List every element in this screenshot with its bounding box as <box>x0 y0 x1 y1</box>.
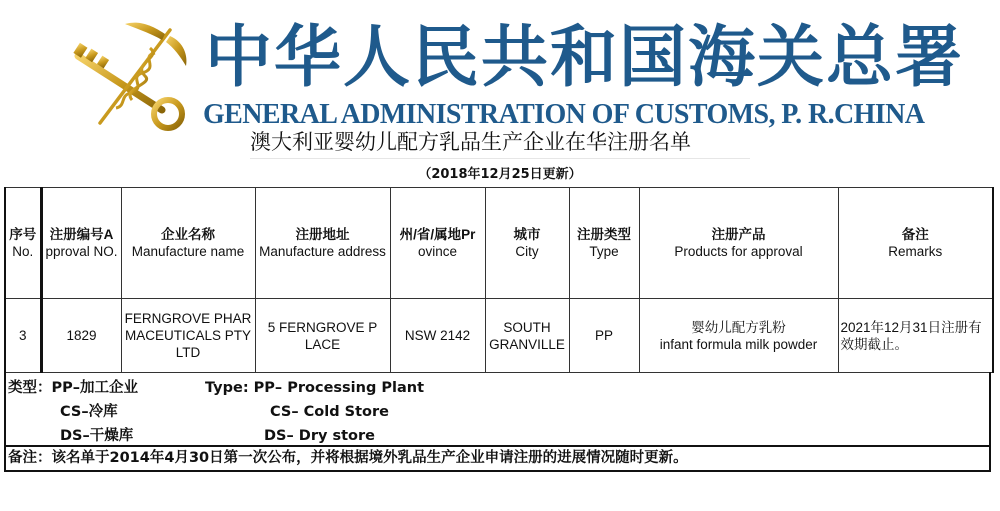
cell-manufacture-name: FERNGROVE PHARMACEUTICALS PTY LTD <box>121 299 255 373</box>
table-header-row <box>5 188 993 299</box>
col-header-no: 序号 No. <box>5 188 41 299</box>
col-header-remarks: 备注 Remarks <box>838 188 993 299</box>
cell-province: NSW 2142 <box>390 299 485 373</box>
footnote: 备注：该名单于2014年4月30日第一次公布，并将根据境外乳品生产企业申请注册的进展情况随时更新。 <box>6 445 989 470</box>
legend-en-pp: Type: PP– Processing Plant <box>205 380 425 396</box>
col-header-approval-no: 注册编号A pproval NO. <box>41 188 121 299</box>
document-title: 澳大利亚婴幼儿配方乳品生产企业在华注册名单 <box>250 130 691 154</box>
legend-cn-pp: 类型：PP–加工企业 <box>8 380 139 396</box>
cell-address: 5 FERNGROVE PLACE <box>255 299 390 373</box>
col-header-products: 注册产品 Products for approval <box>639 188 838 299</box>
title-divider <box>250 158 750 159</box>
col-header-manufacture-name: 企业名称 Manufacture name <box>121 188 255 299</box>
table-row <box>5 299 993 373</box>
legend-cn-cs: CS–冷库 <box>60 404 118 420</box>
type-legend <box>4 372 991 472</box>
product-en: infant formula milk powder <box>659 336 818 352</box>
legend-en-cs: CS– Cold Store <box>270 404 389 420</box>
cell-type: PP <box>569 299 639 373</box>
legend-cn-ds: DS–干燥库 <box>60 428 134 444</box>
col-header-province: 州/省/属地Pr ovince <box>390 188 485 299</box>
col-header-type: 注册类型 Type <box>569 188 639 299</box>
key-caduceus-icon <box>70 18 200 133</box>
update-date: （2018年12月25日更新） <box>418 167 582 182</box>
registration-table <box>4 187 994 373</box>
cell-product <box>639 299 838 373</box>
cell-city: SOUTH GRANVILLE <box>485 299 569 373</box>
org-name-chinese: 中华人民共和国海关总署 <box>205 17 964 96</box>
org-name-english: GENERAL ADMINISTRATION OF CUSTOMS, P. R.CHINA <box>203 99 925 130</box>
product-cn: 婴幼儿配方乳粉 <box>691 319 786 335</box>
customs-emblem-logo <box>70 18 200 133</box>
cell-approval-no: 1829 <box>41 299 121 373</box>
cell-remarks: 2021年12月31日注册有效期截止。 <box>838 299 993 373</box>
col-header-address: 注册地址 Manufacture address <box>255 188 390 299</box>
col-header-city: 城市 City <box>485 188 569 299</box>
cell-no: 3 <box>5 299 41 373</box>
legend-en-ds: DS– Dry store <box>264 428 375 444</box>
